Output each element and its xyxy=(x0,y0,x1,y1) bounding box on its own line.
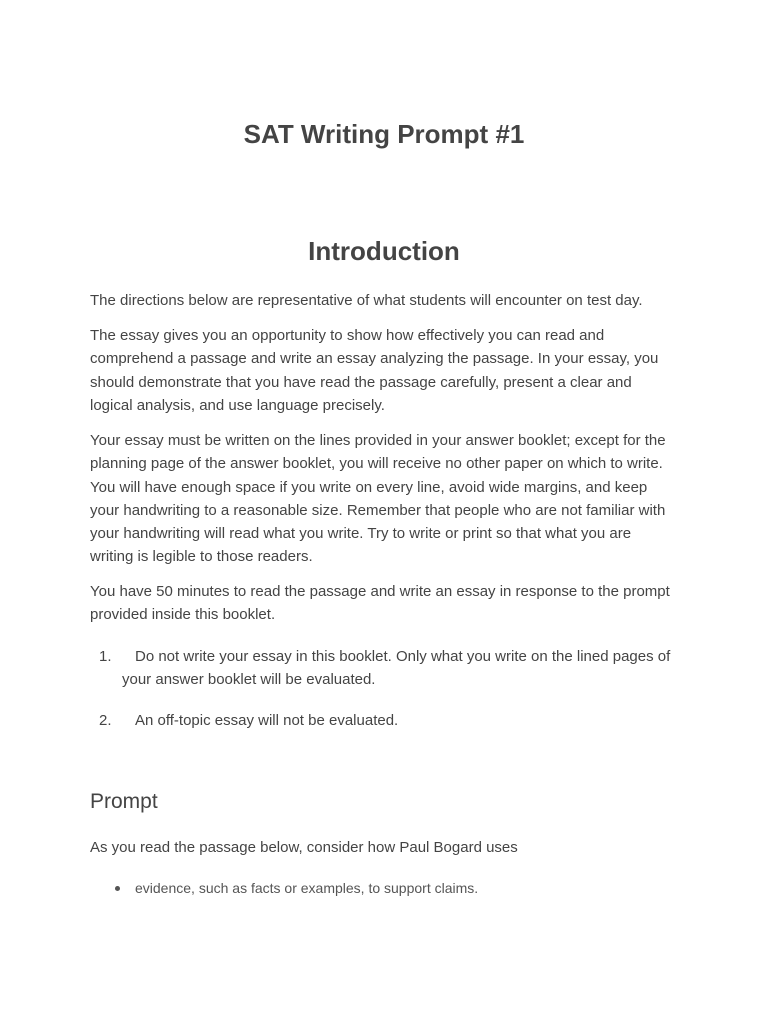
list-item xyxy=(90,645,678,692)
intro-paragraph-4: You have 50 minutes to read the passage and write an essay in response to the prompt provided inside this booklet. xyxy=(90,583,670,624)
bullet-item-text: evidence, such as facts or examples, to support claims. xyxy=(135,880,479,896)
intro-paragraph-3: Your essay must be written on the lines provided in your answer booklet; except for the planning page of the answer booklet, you will receive no other paper on which to write. You will have enough space if you write on every line, avoid wide margins, and keep your handwriting to a reasonable size. Remember that people who are not familiar with your handwriting will read what you write. Try to write or print so that what you are writing is legible to those readers. xyxy=(90,432,666,566)
intro-paragraph-2: The essay gives you an opportunity to show how effectively you can read and comprehend a passage and write an essay analyzing the passage. In your essay, you should demonstrate that you have read the passage carefully, present a clear and logical analysis, and use language precisely. xyxy=(90,327,659,414)
list-item xyxy=(90,709,678,732)
page-title: SAT Writing Prompt #1 xyxy=(243,119,525,149)
list-item-number: 2. xyxy=(99,712,112,729)
list-item-text: Do not write your essay in this booklet. Only what you write on the lined pages of your answer booklet will be evaluated. xyxy=(122,648,671,689)
prompt-intro: As you read the passage below, consider how Paul Bogard uses xyxy=(90,839,518,856)
introduction-heading: Introduction xyxy=(308,236,460,266)
list-item-number: 1. xyxy=(99,648,112,665)
list-item-text: An off-topic essay will not be evaluated. xyxy=(135,712,399,729)
bullet-item xyxy=(90,878,678,898)
bullet-dot-icon xyxy=(115,886,120,891)
intro-paragraph-1: The directions below are representative of what students will encounter on test day. xyxy=(90,292,643,309)
prompt-heading: Prompt xyxy=(90,790,158,813)
